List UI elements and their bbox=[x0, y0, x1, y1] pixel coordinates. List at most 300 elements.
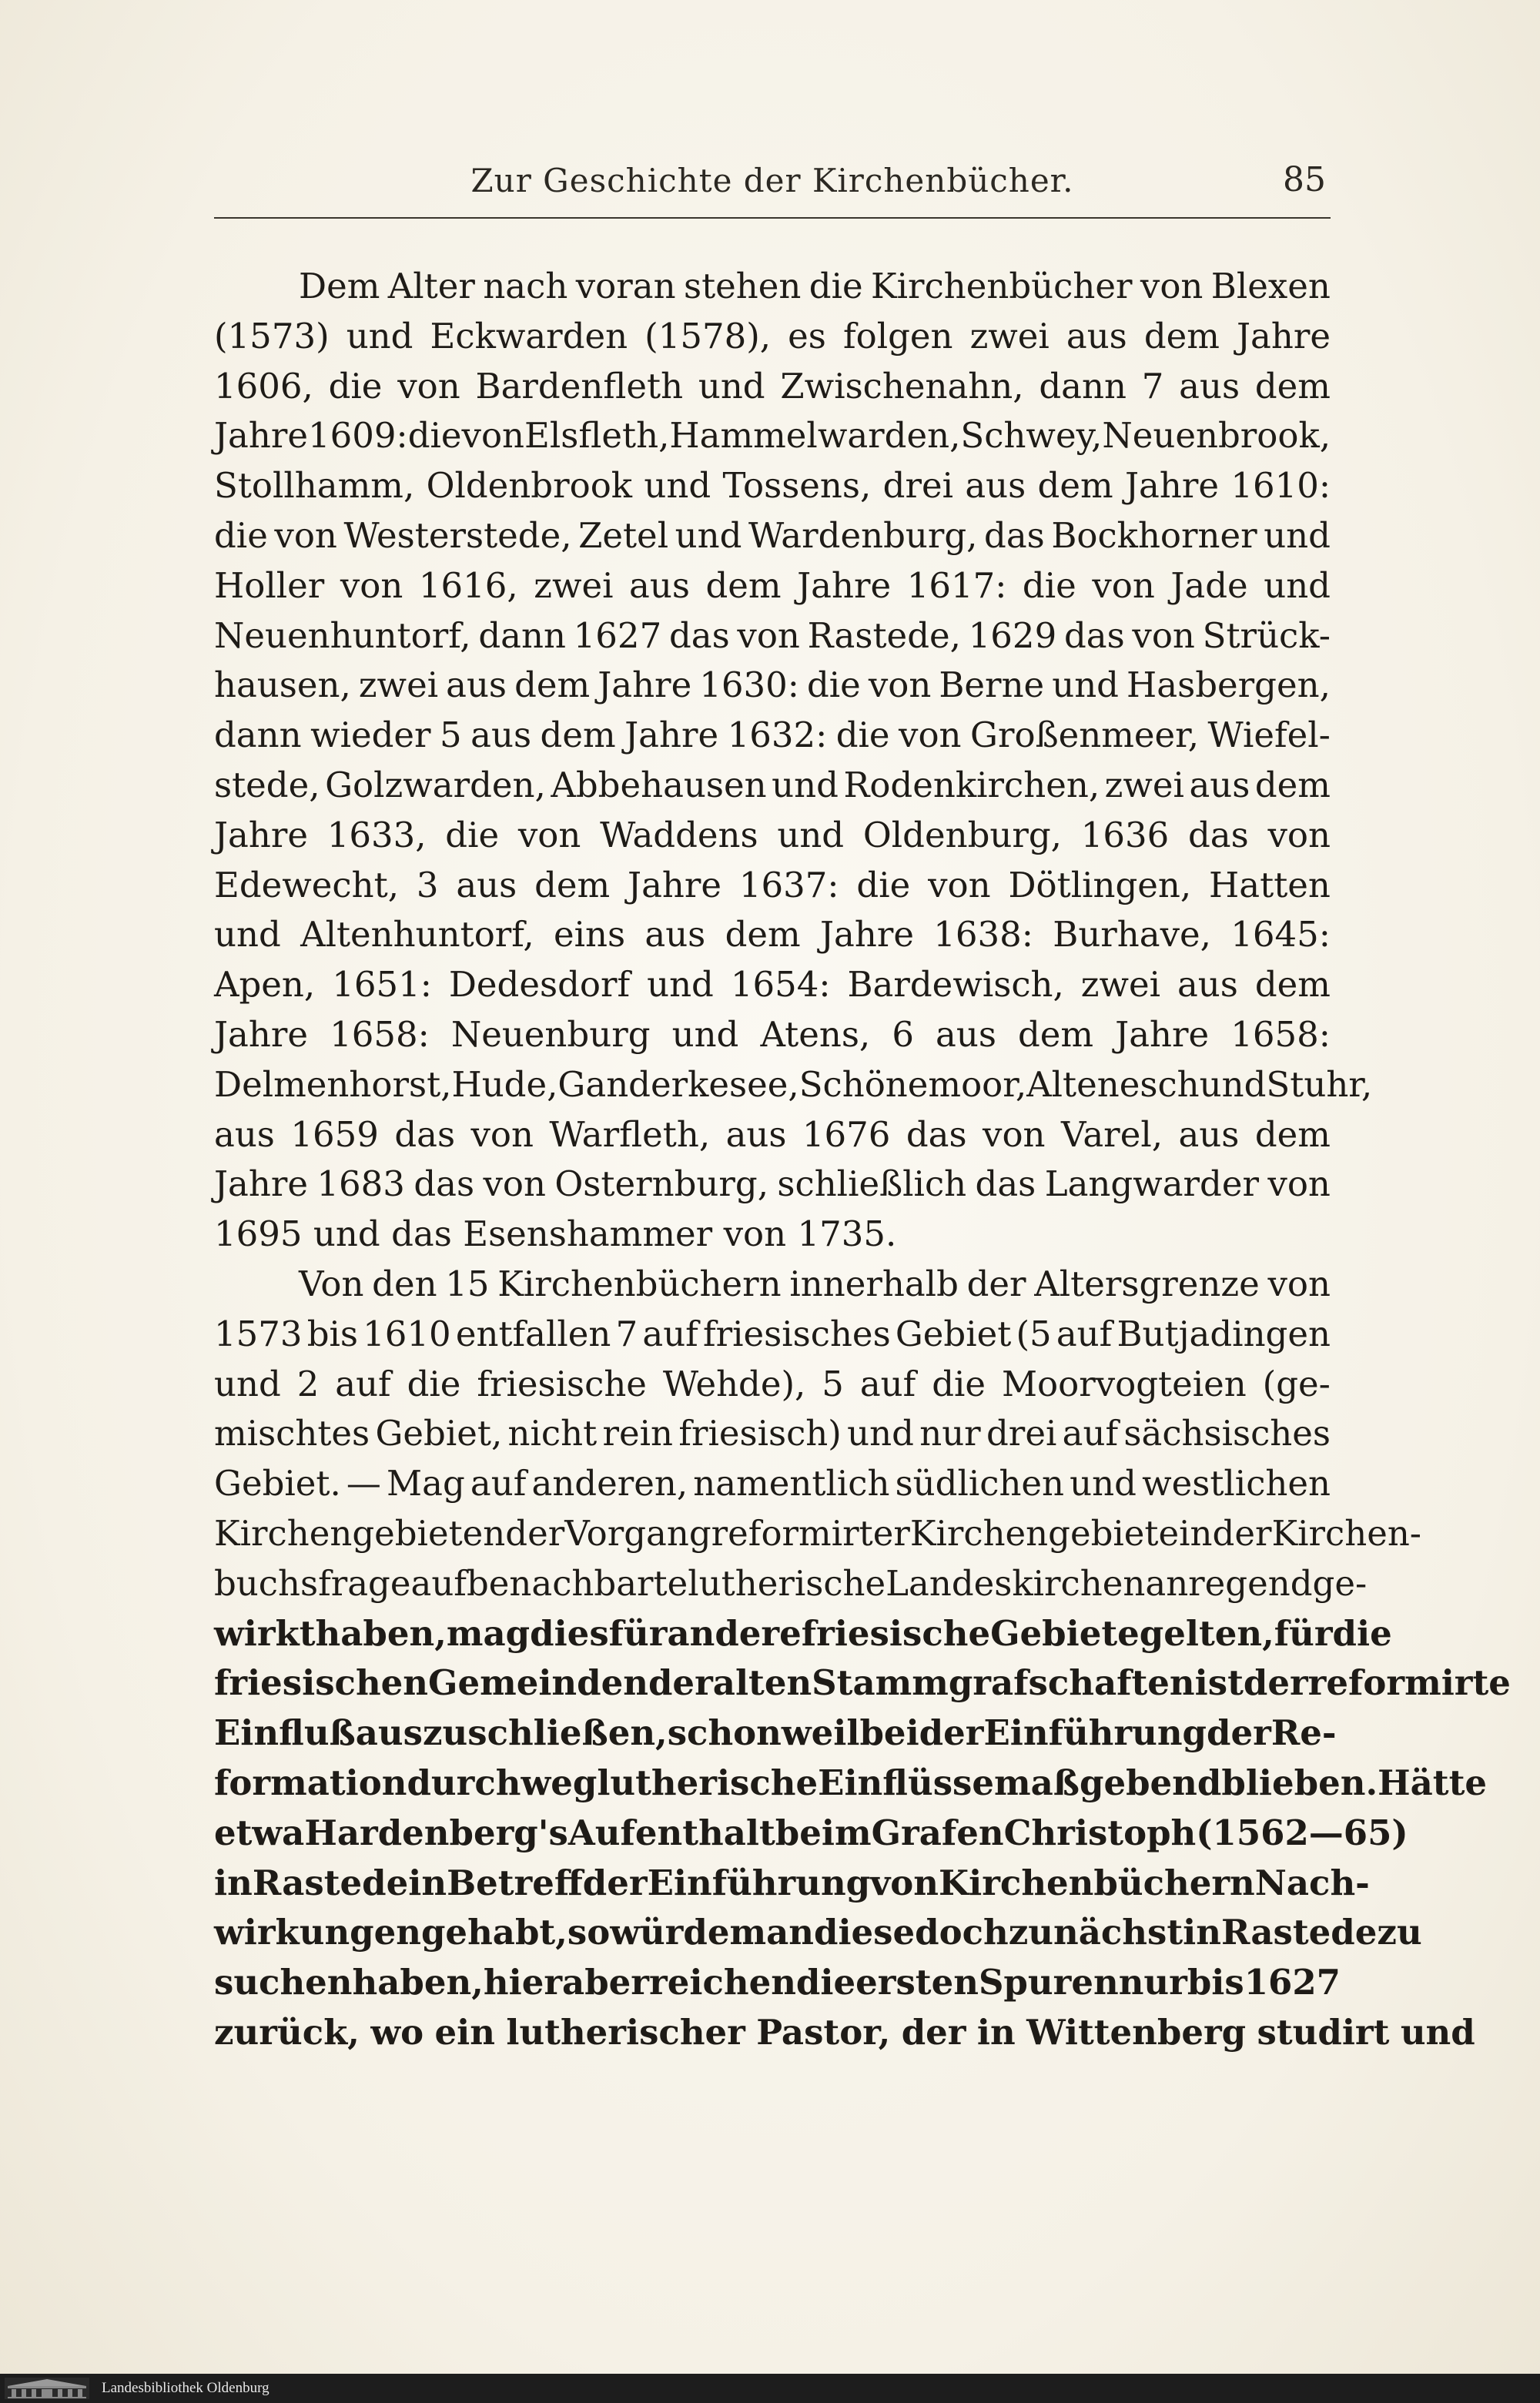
word: anregend bbox=[1145, 1562, 1313, 1604]
word: den bbox=[372, 1263, 437, 1304]
text-line bbox=[214, 1908, 1422, 1958]
word: Westerstede, bbox=[343, 514, 572, 556]
word: Berne bbox=[939, 664, 1045, 706]
running-title: Zur Geschichte der Kirchenbücher. bbox=[470, 162, 1074, 199]
word: das bbox=[668, 614, 730, 656]
word: Jahre bbox=[628, 864, 722, 905]
word: zwei bbox=[358, 664, 439, 706]
word: Hude, bbox=[451, 1063, 558, 1105]
word: auf bbox=[335, 1363, 391, 1404]
word: auf bbox=[470, 1463, 527, 1504]
word: ein bbox=[434, 2011, 495, 2053]
word: Alter bbox=[387, 266, 475, 306]
word: Oldenburg, bbox=[862, 814, 1062, 855]
word: zunächst bbox=[1008, 1912, 1183, 1953]
word: der bbox=[648, 1662, 713, 1704]
word: friesisch) bbox=[678, 1413, 842, 1454]
word: Spuren bbox=[978, 1962, 1119, 2003]
word: Schönemoor, bbox=[798, 1063, 1027, 1105]
word: Gemeinden bbox=[428, 1662, 648, 1704]
word: drei bbox=[986, 1413, 1057, 1454]
word: dem bbox=[514, 664, 591, 706]
word: die bbox=[1332, 1612, 1392, 1654]
word: stehen bbox=[683, 266, 802, 306]
word: das bbox=[391, 1213, 452, 1255]
word: Ganderkesee, bbox=[557, 1063, 799, 1105]
word: gehabt, bbox=[420, 1912, 567, 1953]
word: in bbox=[1183, 1912, 1221, 1953]
word: Hammelwarden, bbox=[669, 415, 961, 457]
word: wirkt bbox=[214, 1612, 316, 1654]
word: 1573 bbox=[214, 1313, 303, 1354]
word: Golzwarden, bbox=[325, 764, 546, 805]
word: von bbox=[928, 864, 991, 905]
text-line bbox=[214, 761, 1331, 811]
word: dann bbox=[478, 614, 566, 656]
word: Kirchenbüchern bbox=[497, 1263, 782, 1304]
word: Jahre bbox=[797, 564, 892, 606]
word: Hatten bbox=[1209, 864, 1331, 905]
word: schon bbox=[667, 1712, 782, 1754]
word: — bbox=[346, 1463, 381, 1504]
word: Jahre bbox=[598, 664, 692, 706]
text-line bbox=[214, 711, 1331, 761]
word: dies bbox=[530, 1612, 609, 1654]
word: lutherische bbox=[597, 1762, 819, 1803]
word: 1658: bbox=[330, 1013, 430, 1055]
word: Esenshammer bbox=[463, 1213, 713, 1255]
word: Hätte bbox=[1378, 1762, 1488, 1803]
word: auf bbox=[410, 1562, 467, 1604]
word: dem bbox=[1254, 1113, 1331, 1155]
word: 1609: bbox=[308, 415, 408, 457]
word: 1735. bbox=[797, 1213, 897, 1255]
word: Bardewisch, bbox=[847, 964, 1064, 1006]
word: Moorvogteien bbox=[1001, 1363, 1247, 1404]
word: Großenmeer, bbox=[970, 715, 1200, 756]
word: 1632: bbox=[727, 715, 828, 756]
word: die bbox=[932, 1363, 986, 1404]
word: Rastede, bbox=[807, 614, 961, 656]
word: 1654: bbox=[730, 964, 831, 1006]
word: Altenesch bbox=[1026, 1063, 1200, 1105]
word: Hasbergen, bbox=[1127, 664, 1331, 706]
text-line bbox=[214, 262, 1331, 312]
word: Rastede bbox=[1220, 1912, 1378, 1953]
word: die bbox=[328, 365, 383, 407]
word: alten bbox=[712, 1662, 812, 1704]
word: die bbox=[407, 415, 462, 457]
word: 1633, bbox=[326, 814, 427, 855]
word: voran bbox=[575, 266, 676, 306]
word: dem bbox=[1254, 964, 1331, 1006]
word: und bbox=[1264, 564, 1331, 606]
word: aber bbox=[562, 1962, 650, 2003]
word: 1645: bbox=[1230, 914, 1331, 956]
word: und bbox=[698, 365, 765, 407]
word: sächsisches bbox=[1123, 1413, 1331, 1454]
word: mag bbox=[446, 1612, 531, 1654]
word: blieben. bbox=[1221, 1762, 1378, 1803]
word: und bbox=[214, 1363, 281, 1404]
word: aus bbox=[644, 914, 706, 956]
word: von bbox=[737, 614, 800, 656]
word: haben, bbox=[352, 1962, 484, 2003]
word: aus bbox=[1189, 764, 1250, 805]
word: aus bbox=[965, 465, 1026, 507]
word: 2 bbox=[296, 1363, 320, 1404]
word: Kirchengebiete bbox=[909, 1512, 1180, 1554]
text-line bbox=[214, 1709, 1337, 1759]
text-line bbox=[214, 561, 1331, 611]
word: maßgebend bbox=[994, 1762, 1222, 1803]
word: schließlich bbox=[777, 1163, 967, 1205]
word: 3 bbox=[416, 864, 439, 905]
text-line bbox=[214, 1110, 1331, 1160]
word: entfallen bbox=[455, 1313, 611, 1354]
word: dem bbox=[534, 864, 611, 905]
word: Stuhr, bbox=[1266, 1063, 1373, 1105]
word: die bbox=[856, 864, 911, 905]
word: von bbox=[899, 715, 962, 756]
word: Kirchenbüchern bbox=[939, 1862, 1255, 1903]
word: Burhave, bbox=[1053, 914, 1211, 956]
text-line bbox=[214, 511, 1331, 561]
word: Jahre bbox=[214, 814, 308, 855]
text-line bbox=[214, 1260, 1331, 1310]
word: 1659 bbox=[290, 1113, 379, 1155]
word: und bbox=[1400, 2011, 1475, 2053]
word: aus bbox=[446, 664, 507, 706]
word: auf bbox=[1056, 1313, 1113, 1354]
word: Blexen bbox=[1210, 266, 1331, 306]
word: auf bbox=[1062, 1413, 1119, 1454]
word: von bbox=[461, 415, 525, 457]
word: dem bbox=[1037, 465, 1113, 507]
word: Hardenberg's bbox=[304, 1812, 568, 1853]
word: Bardenfleth bbox=[475, 365, 684, 407]
word: Delmenhorst, bbox=[214, 1063, 452, 1105]
text-line bbox=[214, 1609, 1392, 1659]
text-line bbox=[214, 811, 1331, 861]
word: suchen bbox=[214, 1962, 353, 2003]
word: Rodenkirchen, bbox=[843, 764, 1100, 805]
word: 1658: bbox=[1230, 1013, 1331, 1055]
word: so bbox=[567, 1912, 611, 1953]
word: Kirchen- bbox=[1271, 1512, 1422, 1554]
word: der bbox=[582, 1862, 648, 1903]
word: formation bbox=[214, 1762, 407, 1803]
word: namentlich bbox=[693, 1463, 890, 1504]
word: westlichen bbox=[1142, 1463, 1331, 1504]
word: 5 bbox=[440, 715, 462, 756]
word: und bbox=[313, 1213, 380, 1255]
text-line bbox=[214, 1310, 1331, 1360]
word: Mag bbox=[387, 1463, 465, 1504]
text-line bbox=[214, 1409, 1331, 1459]
word: aus bbox=[1179, 365, 1240, 407]
word: und bbox=[1052, 664, 1119, 706]
word: Dötlingen, bbox=[1008, 864, 1192, 905]
word: Edewecht, bbox=[214, 864, 400, 905]
word: der bbox=[1212, 1512, 1272, 1554]
word: auszuschließen, bbox=[355, 1712, 668, 1754]
word: die bbox=[445, 814, 500, 855]
text-line bbox=[214, 1360, 1331, 1410]
word: friesische bbox=[801, 1612, 991, 1654]
text-line bbox=[214, 661, 1331, 711]
word: aus bbox=[629, 564, 690, 606]
word: bis bbox=[1187, 1962, 1244, 2003]
text-line bbox=[214, 2008, 1475, 2058]
word: wo bbox=[370, 2011, 424, 2053]
word: benachbarte bbox=[466, 1562, 688, 1604]
word: weil bbox=[781, 1712, 860, 1754]
word: die bbox=[407, 1363, 461, 1404]
word: Abbehausen bbox=[551, 764, 767, 805]
word: und bbox=[346, 315, 413, 356]
word: Neuenburg bbox=[450, 1013, 651, 1055]
word: studirt bbox=[1257, 2011, 1390, 2053]
word: und bbox=[644, 465, 711, 507]
word: rein bbox=[602, 1413, 674, 1454]
text-line bbox=[214, 1160, 1331, 1210]
word: in bbox=[976, 2011, 1016, 2053]
word: Neuenhuntorf, bbox=[214, 614, 471, 656]
word: friesische bbox=[477, 1363, 647, 1404]
word: das bbox=[1063, 614, 1125, 656]
word: Gebiet bbox=[895, 1313, 1012, 1354]
paragraph-1 bbox=[214, 262, 1373, 1260]
word: das bbox=[984, 514, 1045, 556]
word: Wittenberg bbox=[1026, 2011, 1247, 2053]
word: aus bbox=[1177, 964, 1238, 1006]
word: gelten, bbox=[1139, 1612, 1274, 1654]
word: von bbox=[1132, 614, 1195, 656]
word: man bbox=[729, 1912, 814, 1953]
word: würde bbox=[610, 1912, 730, 1953]
word: von bbox=[1267, 1163, 1331, 1205]
word: Grafen bbox=[871, 1812, 1004, 1853]
word: von bbox=[1267, 1263, 1331, 1304]
word: der bbox=[966, 1263, 1026, 1304]
word: und bbox=[214, 914, 281, 956]
word: von bbox=[517, 814, 581, 855]
word: und bbox=[647, 964, 714, 1006]
word: haben, bbox=[315, 1612, 447, 1654]
text-line bbox=[214, 910, 1331, 960]
word: Kirchengebieten bbox=[214, 1512, 506, 1554]
paragraph-2 bbox=[214, 1260, 1511, 2058]
word: nur bbox=[1118, 1962, 1187, 2003]
word: dem bbox=[1143, 315, 1220, 356]
word: zwei bbox=[969, 315, 1050, 356]
word: Wardenburg, bbox=[748, 514, 978, 556]
word: nicht bbox=[507, 1413, 598, 1454]
word: innerhalb bbox=[789, 1263, 959, 1304]
word: Einführung bbox=[647, 1862, 871, 1903]
word: Dedesdorf bbox=[448, 964, 631, 1006]
word: zurück, bbox=[214, 2011, 360, 2053]
word: die bbox=[835, 715, 890, 756]
word: Altenhuntorf, bbox=[300, 914, 534, 956]
text-line bbox=[214, 960, 1331, 1010]
word: Zwischenahn, bbox=[780, 365, 1024, 407]
text-line bbox=[214, 362, 1331, 412]
word: Wiefel- bbox=[1207, 715, 1331, 756]
word: von bbox=[1092, 564, 1155, 606]
word: das bbox=[1187, 814, 1249, 855]
word: Landeskirchen bbox=[886, 1562, 1146, 1604]
word: dem bbox=[1254, 764, 1331, 805]
word: 1616, bbox=[418, 564, 518, 606]
library-building-icon bbox=[5, 2378, 89, 2399]
word: in bbox=[1179, 1512, 1213, 1554]
word: 7 bbox=[1141, 365, 1164, 407]
word: Neuenbrook, bbox=[1102, 415, 1331, 457]
word: hier bbox=[483, 1962, 563, 2003]
word: von bbox=[983, 1113, 1046, 1155]
word: Waddens bbox=[600, 814, 758, 855]
word: Strück- bbox=[1202, 614, 1331, 656]
footer-bar bbox=[0, 2374, 1540, 2403]
word: 1627 bbox=[573, 614, 662, 656]
word: bei bbox=[859, 1712, 919, 1754]
word: Apen, bbox=[214, 964, 316, 1006]
word: 7 bbox=[615, 1313, 638, 1354]
word: der bbox=[505, 1512, 565, 1554]
word: von bbox=[483, 1163, 546, 1205]
text-line bbox=[214, 1759, 1488, 1809]
word: von bbox=[470, 1113, 534, 1155]
word: (1578), bbox=[644, 315, 772, 356]
text-line bbox=[214, 411, 1331, 461]
word: dem bbox=[1254, 365, 1331, 407]
word: die bbox=[795, 1962, 856, 2003]
word: (1562—65) bbox=[1196, 1812, 1408, 1853]
word: buchsfrage bbox=[214, 1562, 411, 1604]
text-line bbox=[214, 1509, 1422, 1559]
word: Jahre bbox=[1236, 315, 1331, 356]
word: mischtes bbox=[214, 1413, 370, 1454]
word: anderen, bbox=[531, 1463, 688, 1504]
word: (1573) bbox=[214, 315, 330, 356]
word: 1651: bbox=[332, 964, 432, 1006]
word: auf bbox=[859, 1363, 916, 1404]
word: 1676 bbox=[802, 1113, 891, 1155]
word: Langwarder bbox=[1044, 1163, 1259, 1205]
word: die bbox=[1022, 564, 1076, 606]
word: für bbox=[1274, 1612, 1333, 1654]
word: und bbox=[1199, 1063, 1267, 1105]
text-line bbox=[214, 1859, 1370, 1909]
word: von bbox=[340, 564, 403, 606]
word: und bbox=[671, 1013, 739, 1055]
word: nach bbox=[483, 266, 568, 306]
word: von bbox=[870, 1862, 939, 1903]
word: Gebiet. bbox=[214, 1463, 341, 1504]
word: und bbox=[675, 514, 742, 556]
word: Pastor, bbox=[756, 2011, 891, 2053]
word: Stammgrafschaften bbox=[812, 1662, 1195, 1704]
word: Kirchenbücher bbox=[871, 266, 1133, 306]
text-line bbox=[214, 1010, 1331, 1060]
word: stede, bbox=[214, 764, 320, 805]
text-line bbox=[214, 1809, 1408, 1859]
word: Wehde), bbox=[662, 1363, 806, 1404]
word: Jahre bbox=[819, 914, 914, 956]
word: Vorgang bbox=[564, 1512, 711, 1554]
text-line bbox=[214, 1658, 1511, 1709]
word: Bockhorner bbox=[1051, 514, 1257, 556]
word: friesischen bbox=[214, 1662, 429, 1704]
word: 15 bbox=[445, 1263, 490, 1304]
word: ersten bbox=[855, 1962, 979, 2003]
word: Elsfleth, bbox=[524, 415, 670, 457]
word: hausen, bbox=[214, 664, 351, 706]
word: (5 bbox=[1016, 1313, 1052, 1354]
word: 1637: bbox=[738, 864, 839, 905]
word: aus bbox=[725, 1113, 787, 1155]
word: Re- bbox=[1270, 1712, 1337, 1754]
word: Jahre bbox=[214, 1163, 308, 1205]
word: Tossens, bbox=[722, 465, 872, 507]
word: Gebiet, bbox=[375, 1413, 503, 1454]
word: aus bbox=[470, 715, 532, 756]
word: Oldenbrook bbox=[426, 465, 633, 507]
word: Rastede bbox=[252, 1862, 409, 1903]
word: reichen bbox=[649, 1962, 796, 2003]
word: von bbox=[397, 365, 460, 407]
word: dem bbox=[1017, 1013, 1094, 1055]
word: Einfluß bbox=[214, 1712, 356, 1754]
word: das bbox=[906, 1113, 967, 1155]
word: 1695 bbox=[214, 1213, 303, 1255]
word: Jade bbox=[1170, 564, 1248, 606]
word: Butjadingen bbox=[1116, 1313, 1331, 1354]
word: 1617: bbox=[906, 564, 1007, 606]
footer-library-name: Landesbibliothek Oldenburg bbox=[102, 2380, 270, 2396]
word: zwei bbox=[534, 564, 614, 606]
text-line bbox=[214, 461, 1331, 511]
word: 1606, bbox=[214, 365, 313, 407]
word: aus bbox=[936, 1013, 996, 1055]
header-rule bbox=[214, 217, 1331, 219]
word: dann bbox=[214, 715, 302, 756]
word: Jahre bbox=[214, 415, 308, 457]
word: nur bbox=[919, 1413, 981, 1454]
word: in bbox=[408, 1862, 447, 1903]
word: von bbox=[1140, 266, 1204, 306]
word: von bbox=[274, 514, 337, 556]
word: und bbox=[1070, 1463, 1137, 1504]
word: dem bbox=[540, 715, 616, 756]
word: Jahre bbox=[214, 1013, 308, 1055]
word: durchweg bbox=[407, 1762, 598, 1803]
word: ist bbox=[1194, 1662, 1244, 1704]
word: es bbox=[788, 315, 826, 356]
word: 1629 bbox=[968, 614, 1057, 656]
word: das bbox=[394, 1113, 456, 1155]
word: Betreff bbox=[447, 1862, 583, 1903]
word: Eckwarden bbox=[430, 315, 628, 356]
word: wieder bbox=[310, 715, 431, 756]
word: Jahre bbox=[624, 715, 719, 756]
word: etwa bbox=[214, 1812, 305, 1853]
word: Jahre bbox=[1115, 1013, 1210, 1055]
word: und bbox=[777, 814, 845, 855]
word: drei bbox=[882, 465, 953, 507]
